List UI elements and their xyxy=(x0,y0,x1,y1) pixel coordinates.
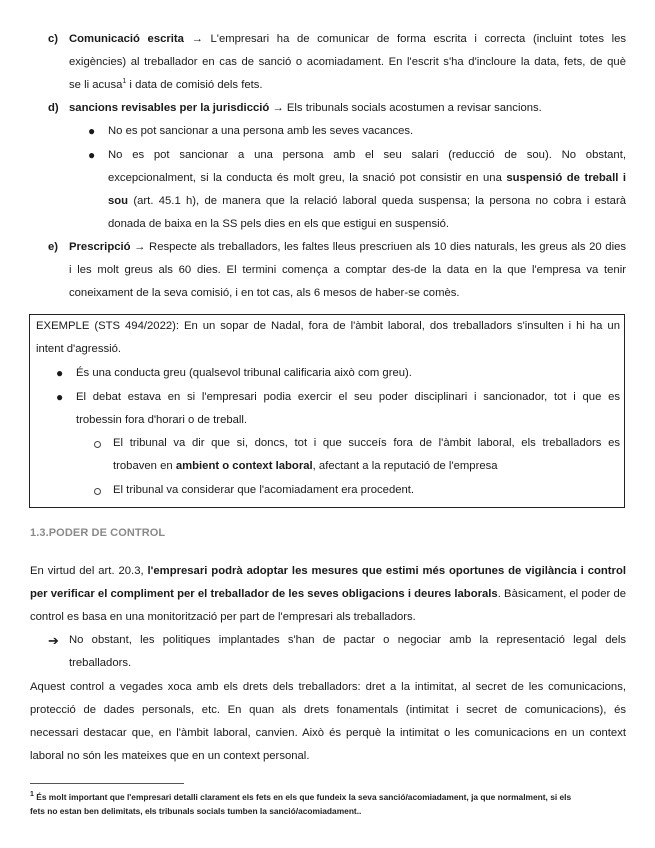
item-d-bullet-1-text: No es pot sancionar a una persona amb les seves vacances. xyxy=(108,125,414,137)
footnote-line-2: fets no estan ben delimitats, els tribunals socials tumben la sanció/acomiadament.. xyxy=(30,806,362,816)
item-d-bullet-2-line-3: sou (art. 45.1 h), de manera que la relació laboral queda suspensa; la persona no cobra i estarà xyxy=(108,195,627,207)
footnote-line-1: $^1$ És molt important que l'empresari detalli clarament els fets en els que fundeix la seva sanció/acomiadament, ja que normalment, si els xyxy=(30,791,572,802)
item-d xyxy=(69,97,626,120)
bullet-icon: ● xyxy=(88,148,96,162)
example-sub-1-line-2: trobaven en ambient o context laboral, afectant a la reputació de l'empresa xyxy=(113,460,498,472)
item-c xyxy=(69,28,626,97)
bullet-icon: ● xyxy=(56,366,64,380)
example-intro xyxy=(36,315,620,361)
example-bullet-2 xyxy=(76,386,620,432)
control-p1-line-2: per verificar el compliment per el treballador de les seves obligacions i deures laborals. Bàsicament, el poder de xyxy=(30,588,627,600)
circle-bullet-icon xyxy=(94,488,101,495)
example-bullet-2-line-1: El debat estava en si l'empresari podia exercir el seu poder disciplinari i sancionador, tot i que es xyxy=(76,391,620,403)
item-d-bullet-2-line-4: donada de baixa en la SS pels dies en els que estigui en suspensió. xyxy=(108,218,450,230)
example-sub-2 xyxy=(113,479,620,502)
item-c-line-1: Comunicació escrita → L'empresari ha de comunicar de forma escrita i correcta (incluint totes les xyxy=(69,33,627,45)
item-e-line-3: coneixament de la seva comisió, i en tot cas, als 6 mesos de haber-se comès. xyxy=(69,287,460,299)
control-paragraph-1 xyxy=(30,560,626,629)
control-p1-line-3: control es basa en una monitorització per part de l'empresari als treballadors. xyxy=(30,611,416,623)
control-p2-line-1: Aquest control a vegades xoca amb els drets dels treballadors: dret a la intimitat, al secret de les comunicacions, xyxy=(30,681,626,693)
item-d-bullet-2-line-1: No es pot sancionar a una persona amb el seu salari (reducció de sou). No obstant, xyxy=(108,149,626,161)
control-arrow-line-2: treballadors. xyxy=(69,657,132,669)
item-d-marker: d) xyxy=(48,102,59,114)
circle-bullet-icon xyxy=(94,441,101,448)
control-paragraph-2 xyxy=(30,676,626,768)
arrow-right-icon: ➔ xyxy=(48,633,59,648)
control-p2-line-4: laboral no són les mateixes que en un context personal. xyxy=(30,750,310,762)
footnote-separator xyxy=(30,783,184,784)
example-line-2: intent d'agressió. xyxy=(36,343,122,355)
control-arrow-item xyxy=(69,629,626,675)
item-d-bullet-2-line-2: excepcionalment, si la conducta és molt greu, la snació pot consistir en una suspensió de treball i xyxy=(108,172,627,184)
control-p1-line-1: En virtud del art. 20.3, l'empresari podrà adoptar les mesures que estimi més oportunes de vigilància i control xyxy=(30,565,626,577)
control-arrow-line-1: No obstant, les politiques implantades s'han de pactar o negociar amb la representació legal dels xyxy=(69,634,626,646)
bullet-icon: ● xyxy=(88,124,96,138)
bullet-icon: ● xyxy=(56,390,64,404)
item-e-line-2: i les molt greus als 60 dies. El termini comença a comptar des-de la data en la que l'empresa va tenir xyxy=(69,264,626,276)
item-d-line: sancions revisables per la jurisdicció → Els tribunals socials acostumen a revisar sancions. xyxy=(69,102,542,114)
example-line-1: EXEMPLE (STS 494/2022): En un sopar de Nadal, fora de l'àmbit laboral, dos treballadors s'insulten i hi ha un xyxy=(36,320,620,332)
control-p2-line-3: necessari destacar que, en l'àmbit laboral, canvien. Això és perquè la intimitat o les comunicacions en un context xyxy=(30,727,626,739)
control-p2-line-2: protecció de dades personals, etc. En quan als drets fonamentals (intimitat i secret de comunicacions), és xyxy=(30,704,626,716)
example-sub-2-text: El tribunal va considerar que l'acomiadament era procedent. xyxy=(113,484,415,496)
example-sub-1 xyxy=(113,432,620,478)
item-c-marker: c) xyxy=(48,33,59,45)
example-bullet-1 xyxy=(76,362,620,385)
footnote xyxy=(30,790,626,818)
item-e-marker: e) xyxy=(48,241,59,253)
item-c-line-2: exigències) al treballador en cas de sanció o acomiadament. En l'escrit s'ha d'incloure la data, fets, de què xyxy=(69,56,626,68)
item-e xyxy=(69,236,626,305)
item-c-line-3: se li acusa$^1$ i data de comisió dels fets. xyxy=(69,78,263,91)
example-bullet-2-line-2: trobessin fora d'horari o de treball. xyxy=(76,414,248,426)
section-heading: 1.3.PODER DE CONTROL xyxy=(30,527,166,539)
item-d-bullet-1 xyxy=(108,120,626,143)
footnote-ref: 1 xyxy=(122,78,127,86)
example-bullet-1-text: És una conducta greu (qualsevol tribunal calificaria això com greu). xyxy=(76,367,412,379)
item-d-bullet-2 xyxy=(108,144,626,236)
example-sub-1-line-1: El tribunal va dir que si, doncs, tot i que succeís fora de l'àmbit laboral, els treballadors es xyxy=(113,437,620,449)
item-e-line-1: Prescripció → Respecte als treballadors, les faltes lleus prescriuen als 10 dies naturals, les greus als 20 dies xyxy=(69,241,627,253)
